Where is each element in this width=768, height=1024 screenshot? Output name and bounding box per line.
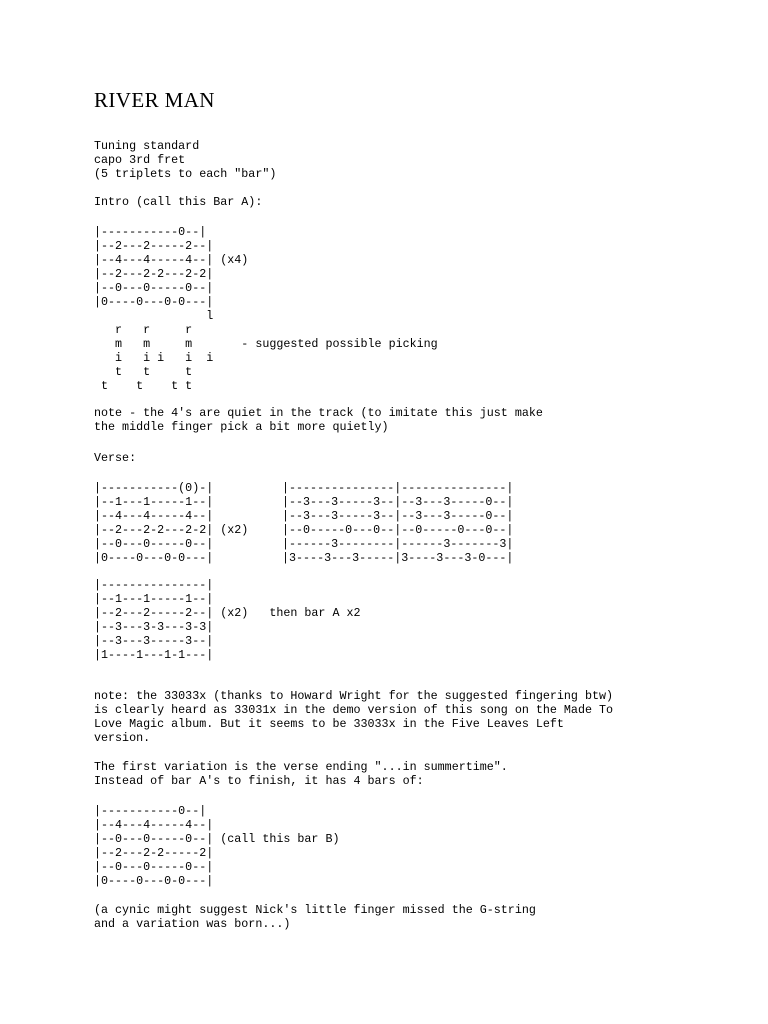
verse-tab-right: |---------------|---------------| |--3---3-----3--|--3---3-----0--| |--3---3-----3--|--3---3-----0--| |--0-----0---0--|--0-----0---0--| |------3--------|------3-------3| |3----3---3-----|3----3---3-0---| <box>282 481 514 565</box>
bar-b-tab: |-----------0--| |--4---4-----4--| |--0---0-----0--| (call this bar B) |--2---2-2-----2| |--0---0-----0--| |0----0---0-0---| <box>94 804 340 888</box>
picking-pattern: l r r r m m m - suggested possible picking i i i i i t t t t t t t <box>101 309 438 393</box>
verse-tab-left: |-----------(0)-| |--1---1-----1--| |--4---4-----4--| |--2---2-2---2-2| (x2) |--0---0-----0--| |0----0---0-0---| <box>94 481 249 565</box>
intro-note: note - the 4's are quiet in the track (to imitate this just make the middle finger pick a bit more quietly) <box>94 406 543 434</box>
closing-note: (a cynic might suggest Nick's little finger missed the G-string and a variation was born...) <box>94 903 536 931</box>
tuning-info: Tuning standard capo 3rd fret (5 triplets to each "bar") <box>94 139 277 181</box>
intro-tab: |-----------0--| |--2---2-----2--| |--4---4-----4--| (x4) |--2---2-2---2-2| |--0---0-----0--| |0----0---0-0---| <box>94 225 249 309</box>
intro-heading: Intro (call this Bar A): <box>94 195 263 209</box>
verse-heading: Verse: <box>94 451 137 465</box>
song-title: RIVER MAN <box>94 88 215 112</box>
variation-text: The first variation is the verse ending "...in summertime". Instead of bar A's to finish, it has 4 bars of: <box>94 760 508 788</box>
verse-tab-second: |---------------| |--1---1-----1--| |--2---2-----2--| (x2) then bar A x2 |--3---3-3---3-3| |--3---3-----3--| |1----1---1-1---| <box>94 578 361 662</box>
fingering-note: note: the 33033x (thanks to Howard Wright for the suggested fingering btw) is clearly heard as 33031x in the demo version of this song on the Made To Love Magic album. But it seems to be 33033x in the Five Leaves Left version. <box>94 689 614 745</box>
